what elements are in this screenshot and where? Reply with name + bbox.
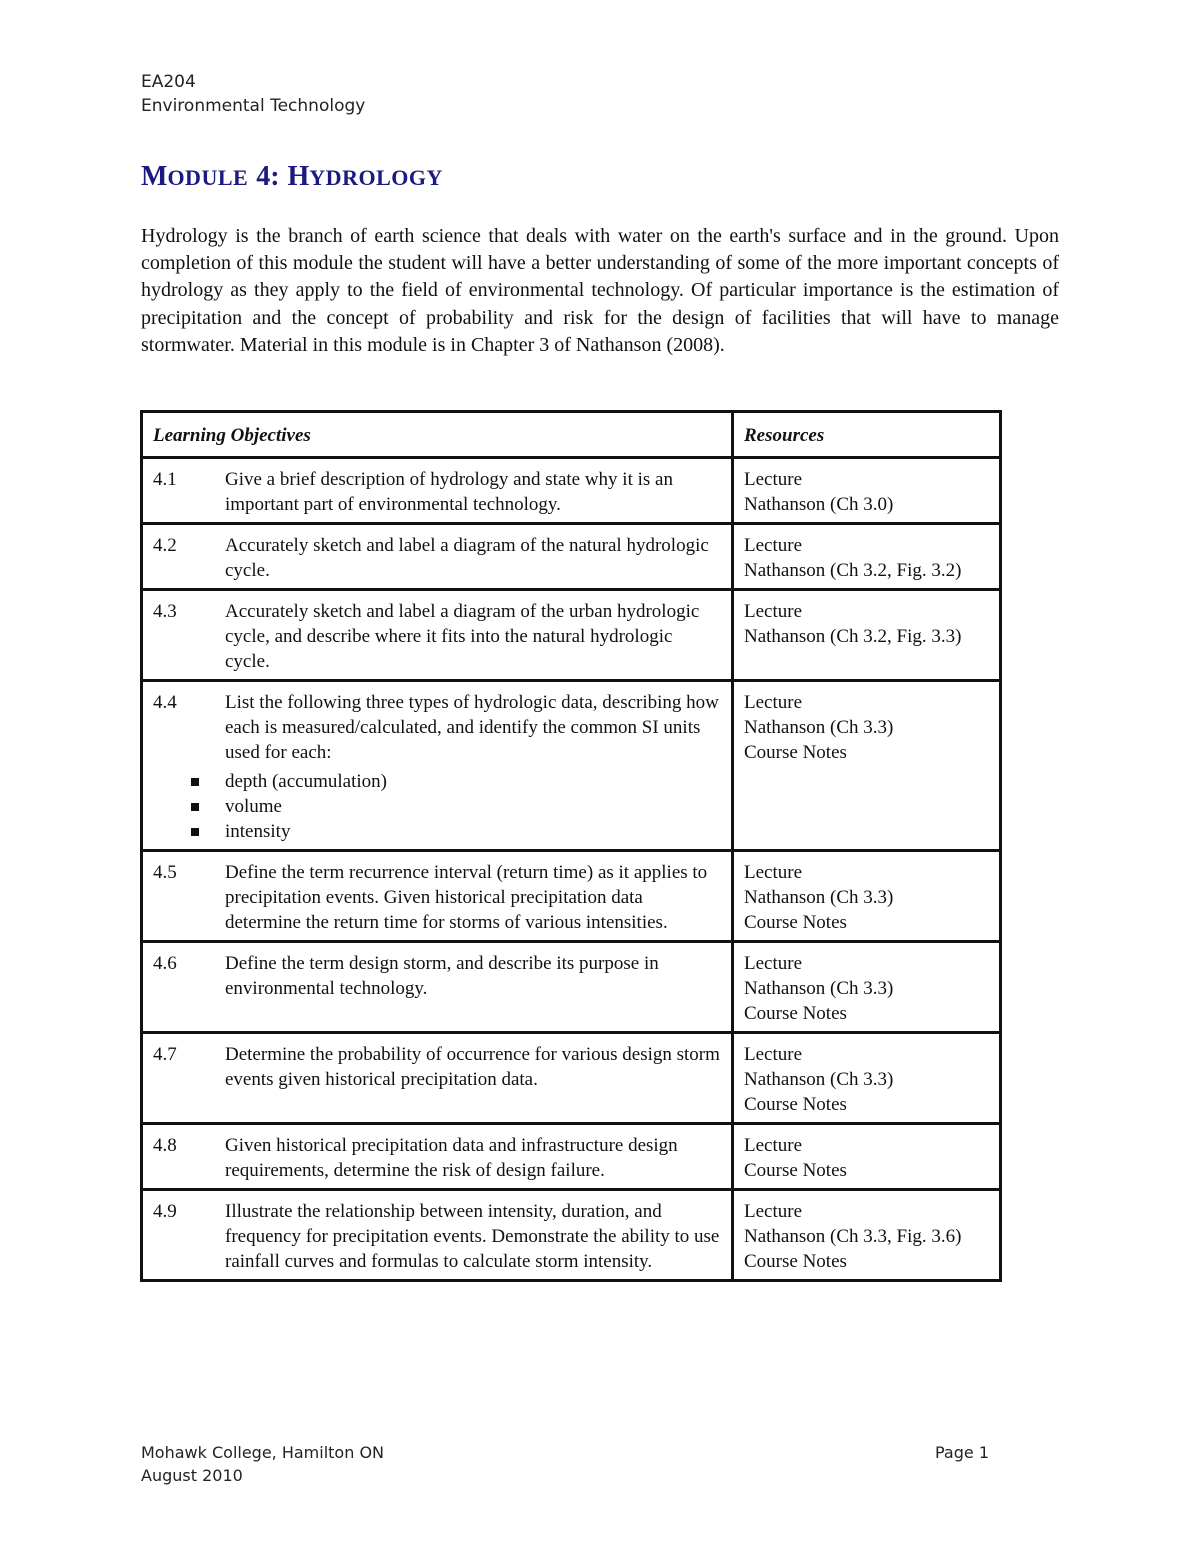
table-row xyxy=(142,590,1001,681)
course-name: Environmental Technology xyxy=(141,96,366,116)
table-row xyxy=(142,1033,1001,1124)
objective-text: Accurately sketch and label a diagram of the urban hydrologic cycle, and describe where it fits into the natural hydrologic cycle. xyxy=(225,601,700,672)
resource-item: Lecture xyxy=(744,953,803,974)
table-row xyxy=(142,851,1001,942)
resource-item: Lecture xyxy=(744,535,803,556)
objective-number: 4.4 xyxy=(153,692,177,713)
resource-item: Nathanson (Ch 3.3) xyxy=(744,887,894,908)
objective-cell xyxy=(142,1190,733,1281)
resource-item: Nathanson (Ch 3.2, Fig. 3.2) xyxy=(744,560,962,581)
course-code: EA204 xyxy=(141,72,196,92)
resources-cell xyxy=(733,458,1001,524)
page-header xyxy=(141,70,365,118)
objective-number: 4.8 xyxy=(153,1135,177,1156)
resources-cell xyxy=(733,1033,1001,1124)
learning-objectives-table xyxy=(140,410,1002,1282)
resources-cell xyxy=(733,851,1001,942)
title-module-rest: ODULE xyxy=(167,165,249,190)
resource-item: Nathanson (Ch 3.3) xyxy=(744,1069,894,1090)
table-row xyxy=(142,681,1001,851)
objective-cell xyxy=(142,942,733,1033)
objective-number: 4.5 xyxy=(153,862,177,883)
title-module-initial: M xyxy=(141,161,168,192)
resource-item: Lecture xyxy=(744,1201,803,1222)
objective-text: List the following three types of hydrologic data, describing how each is measured/calculated, and identify the common SI units used for each: xyxy=(225,692,719,763)
objective-number: 4.7 xyxy=(153,1044,177,1065)
header-resources: Resources xyxy=(733,412,1001,458)
list-item: depth (accumulation) xyxy=(153,769,721,794)
resources-cell xyxy=(733,1190,1001,1281)
title-subject-initial: H xyxy=(287,161,310,192)
objective-number: 4.6 xyxy=(153,953,177,974)
objective-text: Accurately sketch and label a diagram of the natural hydrologic cycle. xyxy=(225,535,709,581)
resource-item: Lecture xyxy=(744,862,803,883)
objective-cell xyxy=(142,1124,733,1190)
objective-number: 4.1 xyxy=(153,469,177,490)
resource-item: Course Notes xyxy=(744,1160,847,1181)
objective-cell xyxy=(142,681,733,851)
table-row xyxy=(142,942,1001,1033)
objective-text: Define the term recurrence interval (return time) as it applies to precipitation events. Given historical precipitation data determine the return time for storms of various intensities. xyxy=(225,862,708,933)
resources-cell xyxy=(733,681,1001,851)
resource-item: Lecture xyxy=(744,601,803,622)
list-item: intensity xyxy=(153,819,721,844)
objective-cell xyxy=(142,524,733,590)
objective-text: Give a brief description of hydrology and state why it is an important part of environmental technology. xyxy=(225,469,673,515)
table-row xyxy=(142,458,1001,524)
table-row xyxy=(142,524,1001,590)
resource-item: Lecture xyxy=(744,469,803,490)
resource-item: Nathanson (Ch 3.3) xyxy=(744,978,894,999)
title-module-number: 4: xyxy=(256,161,280,192)
title-subject-rest: YDROLOGY xyxy=(309,165,443,190)
objective-cell xyxy=(142,1033,733,1124)
objective-cell xyxy=(142,458,733,524)
objective-number: 4.3 xyxy=(153,601,177,622)
resource-item: Course Notes xyxy=(744,1003,847,1024)
resources-cell xyxy=(733,590,1001,681)
objective-text: Illustrate the relationship between intensity, duration, and frequency for precipitation events. Demonstrate the ability to use rainfall curves and formulas to calculate storm intensity. xyxy=(225,1201,720,1272)
table-row xyxy=(142,1124,1001,1190)
footer-institution: Mohawk College, Hamilton ON xyxy=(141,1443,385,1462)
intro-paragraph: Hydrology is the branch of earth science that deals with water on the earth's surface and in the ground. Upon completion of this module the student will have a better understanding of some of the more important concepts of hydrology as they apply to the field of environmental technology. Of particular importance is the estimation of precipitation and the concept of probability and risk for the design of facilities that will have to manage stormwater. Material in this module is in Chapter 3 of Nathanson (2008). xyxy=(141,225,1059,356)
resources-cell xyxy=(733,942,1001,1033)
resource-item: Nathanson (Ch 3.3) xyxy=(744,717,894,738)
resource-item: Nathanson (Ch 3.0) xyxy=(744,494,894,515)
page-footer xyxy=(141,1441,989,1487)
footer-page-number: Page 1 xyxy=(935,1443,989,1462)
resource-item: Nathanson (Ch 3.3, Fig. 3.6) xyxy=(744,1226,962,1247)
resource-item: Course Notes xyxy=(744,1251,847,1272)
resources-cell xyxy=(733,1124,1001,1190)
resource-item: Course Notes xyxy=(744,1094,847,1115)
objective-cell xyxy=(142,851,733,942)
objective-text: Define the term design storm, and describe its purpose in environmental technology. xyxy=(225,953,659,999)
objective-number: 4.2 xyxy=(153,535,177,556)
resource-item: Course Notes xyxy=(744,912,847,933)
resource-item: Course Notes xyxy=(744,742,847,763)
table-row xyxy=(142,1190,1001,1281)
table-header-row xyxy=(142,412,1001,458)
objective-text: Given historical precipitation data and infrastructure design requirements, determine the risk of design failure. xyxy=(225,1135,678,1181)
footer-date: August 2010 xyxy=(141,1466,243,1485)
resource-item: Lecture xyxy=(744,692,803,713)
objective-number: 4.9 xyxy=(153,1201,177,1222)
resource-item: Lecture xyxy=(744,1044,803,1065)
resource-item: Lecture xyxy=(744,1135,803,1156)
objective-text: Determine the probability of occurrence for various design storm events given historical precipitation data. xyxy=(225,1044,720,1090)
resources-cell xyxy=(733,524,1001,590)
header-learning-objectives: Learning Objectives xyxy=(142,412,733,458)
objective-cell xyxy=(142,590,733,681)
hydrologic-data-list xyxy=(153,769,721,844)
module-title xyxy=(141,156,443,193)
list-item: volume xyxy=(153,794,721,819)
resource-item: Nathanson (Ch 3.2, Fig. 3.3) xyxy=(744,626,962,647)
